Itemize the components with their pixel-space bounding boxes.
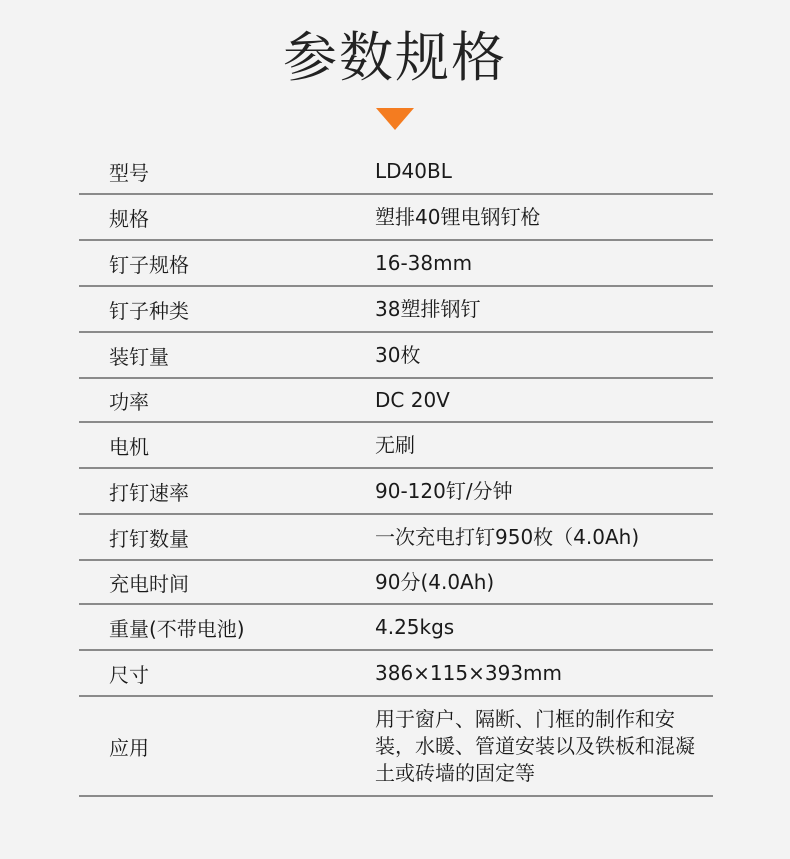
spec-table [79,149,713,797]
spec-value: 90-120钉/分钟 [375,478,513,503]
spec-label: 打钉速率 [109,480,189,505]
spec-value: 无刷 [375,432,415,457]
page-title: 参数规格 [283,26,507,89]
spec-value: 38塑排钢钉 [375,296,481,321]
spec-row-model [79,149,713,195]
spec-label: 打钉数量 [109,526,189,551]
spec-row-spec [79,195,713,241]
down-arrow-icon [376,108,414,130]
spec-value: 塑排40锂电钢钉枪 [375,204,541,229]
spec-value: 4.25kgs [375,614,455,639]
spec-label: 装钉量 [109,344,169,369]
spec-row-nail-type [79,287,713,333]
spec-label: 型号 [109,160,149,185]
spec-value: 用于窗户、隔断、门框的制作和安装，水暖、管道安装以及铁板和混凝土或砖墙的固定等 [375,706,695,785]
spec-label: 规格 [109,206,149,231]
spec-value: DC 20V [375,387,450,412]
spec-label: 钉子规格 [109,252,189,277]
spec-value: 386×115×393mm [375,660,563,685]
spec-label: 充电时间 [109,571,189,596]
spec-value: 16-38mm [375,250,473,275]
spec-row-weight [79,605,713,651]
spec-row-charge-time [79,561,713,605]
spec-value: 一次充电打钉950枚（4.0Ah) [375,524,640,549]
spec-row-application [79,697,713,797]
spec-label: 重量(不带电池) [109,616,245,641]
spec-label: 尺寸 [109,662,149,687]
spec-row-dimensions [79,651,713,697]
spec-row-power [79,379,713,423]
spec-value: 30枚 [375,342,421,367]
spec-row-motor [79,423,713,469]
spec-label: 功率 [109,389,149,414]
spec-row-count [79,515,713,561]
spec-row-capacity [79,333,713,379]
spec-label: 应用 [109,735,149,760]
spec-value: 90分(4.0Ah) [375,569,495,594]
spec-value: LD40BL [375,158,452,183]
spec-label: 钉子种类 [109,298,189,323]
spec-row-rate [79,469,713,515]
spec-row-nail-size [79,241,713,287]
spec-label: 电机 [109,434,149,459]
